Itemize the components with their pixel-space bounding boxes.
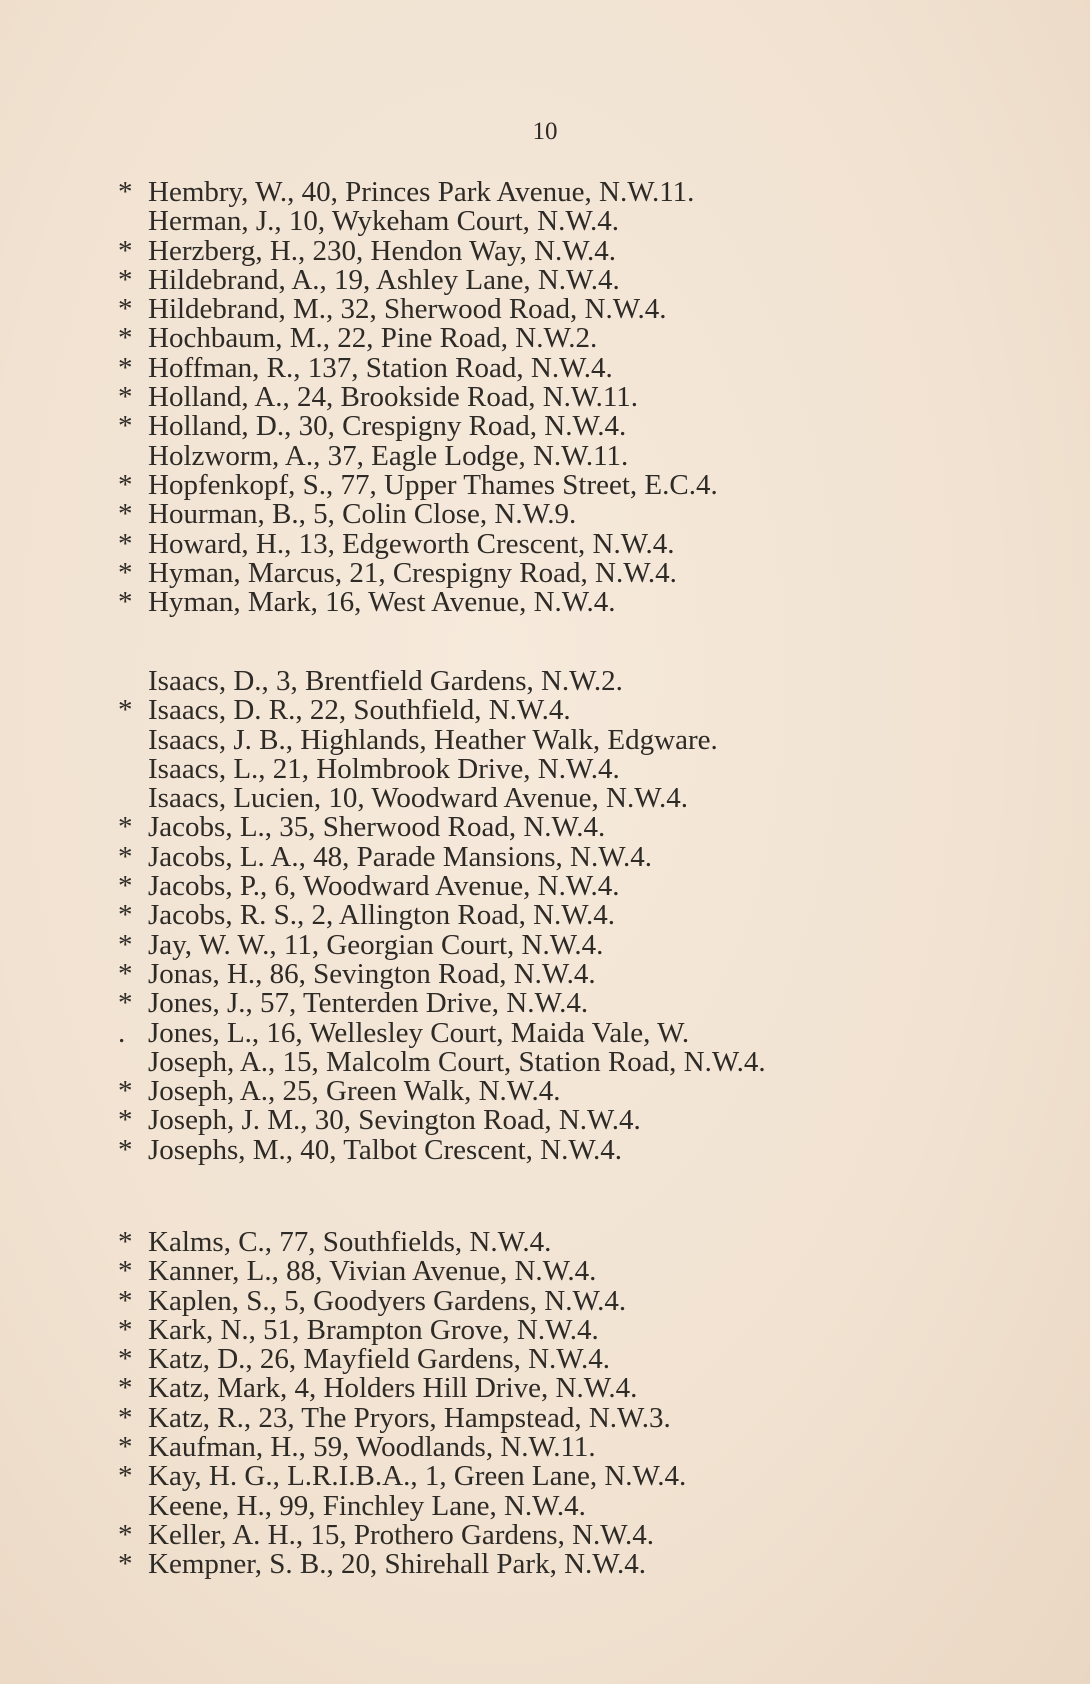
directory-entry xyxy=(118,500,718,529)
entry-marker: * xyxy=(118,1255,133,1288)
directory-entry xyxy=(118,439,718,472)
entry-text: Jones, L., 16, Wellesley Court, Maida Vale, W. xyxy=(148,1016,690,1049)
page-number: 10 xyxy=(532,118,558,145)
entry-marker: * xyxy=(118,1075,133,1108)
entry-text: Howard, H., 13, Edgeworth Crescent, N.W.4. xyxy=(148,527,675,560)
entry-marker xyxy=(118,726,148,755)
entry-marker: * xyxy=(118,1284,133,1317)
entry-text: Hildebrand, A., 19, Ashley Lane, N.W.4. xyxy=(148,263,620,296)
entry-text: Hopfenkopf, S., 77, Upper Thames Street, E.C.4. xyxy=(148,468,718,501)
entry-text: Jacobs, L., 35, Sherwood Road, N.W.4. xyxy=(148,811,606,844)
section-k xyxy=(118,1228,686,1580)
entry-text: Isaacs, J. B., Highlands, Heather Walk, Edgware. xyxy=(148,723,718,756)
entry-marker: * xyxy=(118,1343,133,1376)
entry-marker xyxy=(118,1492,148,1521)
entry-text: Isaacs, D. R., 22, Southfield, N.W.4. xyxy=(148,694,571,727)
entry-text: Kempner, S. B., 20, Shirehall Park, N.W.4. xyxy=(148,1548,646,1581)
entry-text: Hyman, Mark, 16, West Avenue, N.W.4. xyxy=(148,586,616,619)
entry-text: Kaufman, H., 59, Woodlands, N.W.11. xyxy=(148,1431,596,1464)
entry-marker: * xyxy=(118,234,133,267)
directory-entry xyxy=(118,1284,686,1317)
entry-marker: * xyxy=(118,381,133,414)
directory-entry xyxy=(118,1489,686,1522)
entry-text: Katz, D., 26, Mayfield Gardens, N.W.4. xyxy=(148,1343,611,1376)
entry-text: Hourman, B., 5, Colin Close, N.W.9. xyxy=(148,498,577,531)
entry-text: Herzberg, H., 230, Hendon Way, N.W.4. xyxy=(148,234,617,267)
entry-marker: * xyxy=(118,1401,133,1434)
entry-marker: * xyxy=(118,1313,133,1346)
directory-entry xyxy=(118,723,766,756)
entry-text: Keene, H., 99, Finchley Lane, N.W.4. xyxy=(148,1489,586,1522)
entry-marker: * xyxy=(118,556,133,589)
entry-text: Kaplen, S., 5, Goodyers Gardens, N.W.4. xyxy=(148,1284,627,1317)
directory-entry xyxy=(118,1433,686,1462)
entry-text: Jay, W. W., 11, Georgian Court, N.W.4. xyxy=(148,928,604,961)
directory-entry xyxy=(118,1045,766,1078)
entry-text: Hyman, Marcus, 21, Crespigny Road, N.W.4. xyxy=(148,556,677,589)
entry-text: Isaacs, Lucien, 10, Woodward Avenue, N.W.4. xyxy=(148,782,688,815)
directory-entry xyxy=(118,1313,686,1346)
entry-marker: * xyxy=(118,498,133,531)
entry-marker: * xyxy=(118,870,133,903)
section-i-j xyxy=(118,667,766,1165)
entry-marker xyxy=(118,207,148,236)
directory-entry xyxy=(118,1374,686,1403)
entry-marker: * xyxy=(118,586,133,619)
entry-text: Hochbaum, M., 22, Pine Road, N.W.2. xyxy=(148,322,598,355)
directory-entry xyxy=(118,840,766,873)
entry-marker xyxy=(118,784,148,813)
entry-marker: * xyxy=(118,1431,133,1464)
directory-entry xyxy=(118,178,718,207)
directory-entry xyxy=(118,813,766,842)
entry-marker: * xyxy=(118,957,133,990)
entry-marker xyxy=(118,1048,148,1077)
entry-marker: * xyxy=(118,468,133,501)
directory-entry xyxy=(118,324,718,353)
entry-marker: * xyxy=(118,899,133,932)
directory-entry xyxy=(118,989,766,1018)
entry-text: Kanner, L., 88, Vivian Avenue, N.W.4. xyxy=(148,1255,597,1288)
directory-entry xyxy=(118,1228,686,1257)
directory-entry xyxy=(118,872,766,901)
entry-text: Holland, D., 30, Crespigny Road, N.W.4. xyxy=(148,410,627,443)
entry-text: Herman, J., 10, Wykeham Court, N.W.4. xyxy=(148,205,620,238)
entry-text: Jacobs, L. A., 48, Parade Mansions, N.W.4. xyxy=(148,840,652,873)
entry-text: Joseph, A., 25, Green Walk, N.W.4. xyxy=(148,1075,561,1108)
entry-text: Holland, A., 24, Brookside Road, N.W.11. xyxy=(148,381,639,414)
entry-text: Isaacs, L., 21, Holmbrook Drive, N.W.4. xyxy=(148,752,620,785)
directory-entry xyxy=(118,1550,686,1579)
entry-marker: * xyxy=(118,263,133,296)
entry-text: Katz, Mark, 4, Holders Hill Drive, N.W.4. xyxy=(148,1372,638,1405)
directory-entry xyxy=(118,1345,686,1374)
directory-entry xyxy=(118,1077,766,1106)
entry-text: Kalms, C., 77, Southfields, N.W.4. xyxy=(148,1226,552,1258)
entry-text: Josephs, M., 40, Talbot Crescent, N.W.4. xyxy=(148,1133,623,1166)
entry-text: Holzworm, A., 37, Eagle Lodge, N.W.11. xyxy=(148,439,629,472)
directory-entry xyxy=(118,263,718,296)
directory-entry xyxy=(118,295,718,324)
directory-entry xyxy=(118,234,718,267)
directory-entry xyxy=(118,527,718,560)
entry-marker xyxy=(118,667,148,696)
entry-text: Jonas, H., 86, Sevington Road, N.W.4. xyxy=(148,957,596,990)
directory-entry xyxy=(118,752,766,785)
directory-entry xyxy=(118,957,766,990)
entry-marker: * xyxy=(118,322,133,355)
entry-marker: * xyxy=(118,1372,133,1405)
entry-text: Jones, J., 57, Tenterden Drive, N.W.4. xyxy=(148,987,589,1020)
directory-entry xyxy=(118,1016,766,1049)
entry-text: Hildebrand, M., 32, Sherwood Road, N.W.4. xyxy=(148,293,667,326)
entry-text: Hembry, W., 40, Princes Park Avenue, N.W.11. xyxy=(148,176,695,208)
entry-text: Joseph, J. M., 30, Sevington Road, N.W.4. xyxy=(148,1104,641,1137)
directory-entry xyxy=(118,1401,686,1434)
entry-text: Joseph, A., 15, Malcolm Court, Station Road, N.W.4. xyxy=(148,1045,766,1078)
entry-text: Keller, A. H., 15, Prothero Gardens, N.W.4. xyxy=(148,1518,654,1551)
entry-marker xyxy=(118,442,148,471)
entry-text: Jacobs, P., 6, Woodward Avenue, N.W.4. xyxy=(148,870,620,903)
entry-marker: * xyxy=(118,351,133,384)
directory-entry xyxy=(118,556,718,589)
directory-entry xyxy=(118,588,718,617)
entry-marker: * xyxy=(118,527,133,560)
entry-text: Kay, H. G., L.R.I.B.A., 1, Green Lane, N.W.4. xyxy=(148,1460,687,1493)
entry-marker xyxy=(118,755,148,784)
entry-marker: * xyxy=(118,1518,133,1551)
section-h xyxy=(118,178,718,617)
entry-marker: * xyxy=(118,1133,133,1166)
entry-marker: * xyxy=(118,987,133,1020)
entry-text: Isaacs, D., 3, Brentfield Gardens, N.W.2. xyxy=(148,665,623,697)
directory-entry xyxy=(118,667,766,696)
entry-text: Katz, R., 23, The Pryors, Hampstead, N.W.3. xyxy=(148,1401,671,1434)
entry-marker: . xyxy=(118,1016,126,1049)
directory-entry xyxy=(118,784,766,813)
entry-text: Kark, N., 51, Brampton Grove, N.W.4. xyxy=(148,1313,599,1346)
directory-entry xyxy=(118,383,718,412)
directory-entry xyxy=(118,412,718,441)
entry-marker: * xyxy=(118,1104,133,1137)
directory-entry xyxy=(118,1518,686,1551)
entry-marker: * xyxy=(118,1226,133,1258)
entry-marker: * xyxy=(118,176,133,208)
entry-marker: * xyxy=(118,811,133,844)
directory-entry xyxy=(118,1257,686,1286)
directory-entry xyxy=(118,1462,686,1491)
directory-entry xyxy=(118,1133,766,1166)
entry-marker: * xyxy=(118,410,133,443)
directory-entry xyxy=(118,1106,766,1135)
directory-entry xyxy=(118,928,766,961)
directory-entry xyxy=(118,901,766,930)
entry-text: Hoffman, R., 137, Station Road, N.W.4. xyxy=(148,351,613,384)
entry-marker: * xyxy=(118,928,133,961)
directory-entry xyxy=(118,468,718,501)
directory-entry xyxy=(118,207,718,236)
directory-entry xyxy=(118,696,766,725)
directory-entry xyxy=(118,351,718,384)
entry-marker: * xyxy=(118,840,133,873)
entry-marker: * xyxy=(118,694,133,727)
entry-text: Jacobs, R. S., 2, Allington Road, N.W.4. xyxy=(148,899,615,932)
entry-marker: * xyxy=(118,1460,133,1493)
entry-marker: * xyxy=(118,293,133,326)
entry-marker: * xyxy=(118,1548,133,1581)
